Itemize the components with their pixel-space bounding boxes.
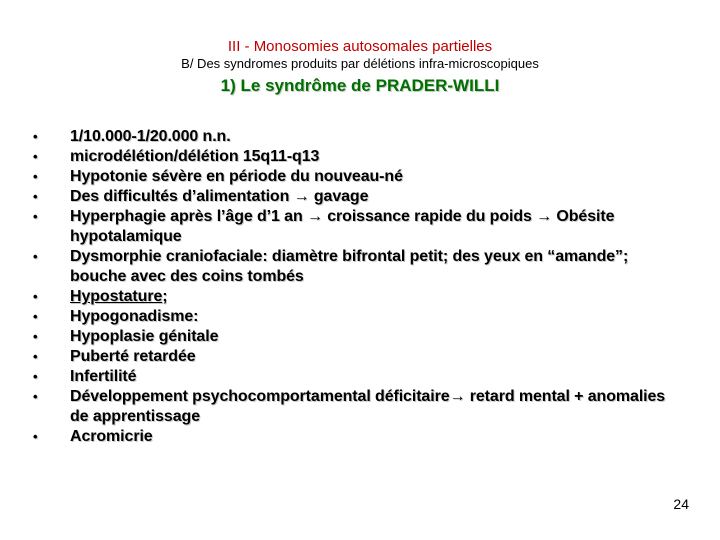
bullet-dot-icon: • bbox=[33, 189, 38, 204]
list-item bbox=[33, 247, 673, 287]
bullet-dot-icon: • bbox=[33, 429, 38, 444]
list-item-text: microdélétion/délétion 15q11-q13 bbox=[70, 148, 320, 165]
list-item bbox=[33, 167, 673, 187]
slide-section-title: 1) Le syndrôme de PRADER-WILLI bbox=[220, 76, 500, 95]
bullet-dot-icon: • bbox=[33, 289, 38, 304]
list-item-text: Acromicrie bbox=[70, 428, 153, 445]
bullet-dot-icon: • bbox=[33, 389, 38, 404]
page-number: 24 bbox=[673, 496, 689, 512]
list-item bbox=[33, 127, 673, 147]
list-item-underlined-text: Hypostature bbox=[70, 288, 163, 305]
list-item-text: Puberté retardée bbox=[70, 348, 196, 365]
list-item-text: Infertilité bbox=[70, 368, 137, 385]
list-item bbox=[33, 307, 673, 327]
list-item-text: Hyperphagie après l’âge d’1 an → croissance rapide du poids → Obésite hypotalamique bbox=[70, 208, 615, 245]
bullet-dot-icon: • bbox=[33, 169, 38, 184]
list-item-text: Hypogonadisme: bbox=[70, 308, 199, 325]
bullet-dot-icon: • bbox=[33, 369, 38, 384]
slide-sub-title: B/ Des syndromes produits par délétions infra-microscopiques bbox=[181, 56, 539, 71]
list-item-text: Des difficultés d’alimentation → gavage bbox=[70, 188, 369, 205]
bullet-dot-icon: • bbox=[33, 309, 38, 324]
list-item bbox=[33, 427, 673, 447]
list-item bbox=[33, 347, 673, 367]
list-item bbox=[33, 207, 673, 247]
bullet-dot-icon: • bbox=[33, 149, 38, 164]
bullet-dot-icon: • bbox=[33, 349, 38, 364]
bullet-list bbox=[33, 127, 673, 447]
list-item-text: 1/10.000-1/20.000 n.n. bbox=[70, 128, 231, 145]
bullet-dot-icon: • bbox=[33, 249, 38, 264]
list-item bbox=[33, 367, 673, 387]
list-item bbox=[33, 287, 673, 307]
list-item bbox=[33, 147, 673, 167]
bullet-dot-icon: • bbox=[33, 329, 38, 344]
bullet-dot-icon: • bbox=[33, 209, 38, 224]
list-item-text: Hypoplasie génitale bbox=[70, 328, 219, 345]
list-item bbox=[33, 187, 673, 207]
list-item-text: Hypotonie sévère en période du nouveau-né bbox=[70, 168, 403, 185]
list-item-text: Développement psychocomportamental déficitaire→ retard mental + anomalies de apprentissage bbox=[70, 388, 666, 425]
bullet-dot-icon: • bbox=[33, 129, 38, 144]
list-item-text: Dysmorphie craniofaciale: diamètre bifrontal petit; des yeux en “amande”; bouche avec des coins tombés bbox=[70, 248, 629, 285]
list-item bbox=[33, 387, 673, 427]
list-item bbox=[33, 327, 673, 347]
slide-main-title: III - Monosomies autosomales partielles bbox=[227, 38, 493, 55]
list-item-text: ; bbox=[162, 288, 168, 305]
